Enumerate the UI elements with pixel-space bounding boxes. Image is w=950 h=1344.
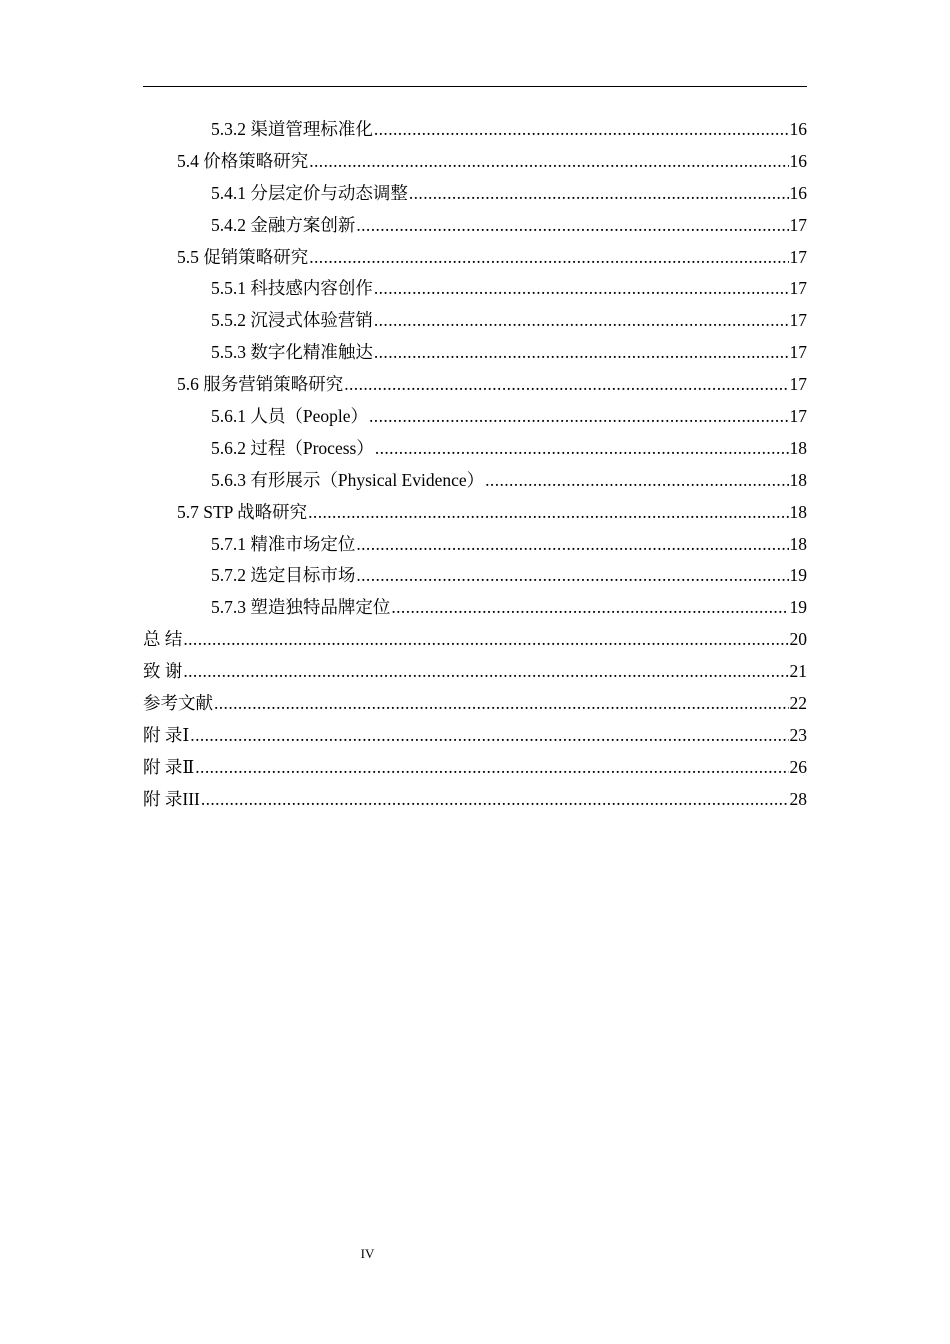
dot-leader [190,720,788,752]
header-rule [143,86,807,87]
toc-entry-title: 附 录Ⅰ [143,724,190,745]
toc-entry-page: 17 [789,342,807,363]
toc-entry-title: 5.7.3 塑造独特品牌定位 [211,597,391,618]
dot-leader [374,114,789,146]
toc-entry-title: 附 录Ⅱ [143,756,195,777]
toc-entry-page: 21 [789,661,807,682]
toc-entry-page: 17 [789,406,807,427]
toc-entry-title: 5.7 STP 战略研究 [177,501,308,522]
toc-entry-title: 5.5.2 沉浸式体验营销 [211,310,373,331]
dot-leader [309,146,788,178]
dot-leader [183,624,788,656]
toc-entry-page: 17 [789,246,807,267]
toc-entry-title: 5.7.2 选定目标市场 [211,565,356,586]
toc-entry[interactable] [143,178,807,210]
toc-entry-title: 5.6 服务营销策略研究 [177,374,344,395]
dot-leader [485,465,788,497]
toc-entry-page: 18 [789,501,807,522]
toc-entry-title: 5.4.2 金融方案创新 [211,214,356,235]
toc-entry-title: 参考文献 [143,693,213,714]
toc-entry-title: 5.4 价格策略研究 [177,150,309,171]
dot-leader [183,656,788,688]
dot-leader [356,560,788,592]
toc-entry-page: 18 [789,533,807,554]
toc-entry-page: 20 [789,629,807,650]
toc-entry[interactable] [143,146,807,178]
dot-leader [369,401,788,433]
toc-entry-page: 26 [789,756,807,777]
toc-entry-title: 5.5.1 科技感内容创作 [211,278,373,299]
toc-entry-title: 5.6.1 人员（People） [211,406,369,427]
toc-entry[interactable] [143,784,807,816]
dot-leader [214,688,789,720]
dot-leader [356,529,788,561]
toc-entry-title: 总 结 [143,629,183,650]
toc-entry[interactable] [143,242,807,274]
toc-entry-page: 17 [789,278,807,299]
toc-entry-page: 16 [789,150,807,171]
toc-entry[interactable] [143,529,807,561]
toc-entry[interactable] [143,114,807,146]
toc-entry[interactable] [143,337,807,369]
toc-entry-page: 28 [789,788,807,809]
toc-entry-page: 16 [789,182,807,203]
toc-entry[interactable] [143,592,807,624]
toc-entry[interactable] [143,273,807,305]
toc-entry[interactable] [143,560,807,592]
page-number: IV [360,1246,375,1261]
toc-entry-title: 5.6.2 过程（Process） [211,437,374,458]
toc-entry-title: 5.3.2 渠道管理标准化 [211,119,373,139]
toc-entry-page: 18 [789,437,807,458]
toc-entry-page: 19 [789,597,807,618]
dot-leader [409,178,789,210]
toc-entry[interactable] [143,210,807,242]
toc-entry-title: 附 录III [143,788,200,809]
toc-entry[interactable] [143,401,807,433]
toc-entry[interactable] [143,497,807,529]
toc-entry[interactable] [143,720,807,752]
dot-leader [344,369,788,401]
toc-entry-page: 17 [789,374,807,395]
toc-entry-page: 18 [789,469,807,490]
toc-entry-page: 19 [789,565,807,586]
toc-entry[interactable] [143,752,807,784]
toc-entry[interactable] [143,305,807,337]
dot-leader [201,784,789,816]
toc-entry-page: 17 [789,310,807,331]
toc-entry[interactable] [143,465,807,497]
toc-entry[interactable] [143,369,807,401]
dot-leader [374,337,789,369]
toc-entry[interactable] [143,624,807,656]
toc-entry-page: 17 [789,214,807,235]
toc-entry-title: 5.5.3 数字化精准触达 [211,342,373,363]
toc-entry[interactable] [143,656,807,688]
dot-leader [374,273,789,305]
toc-entry-title: 5.7.1 精准市场定位 [211,533,356,554]
dot-leader [356,210,788,242]
toc-entry-page: 16 [789,119,807,139]
toc-entry-title: 5.5 促销策略研究 [177,246,309,267]
dot-leader [375,433,789,465]
dot-leader [374,305,789,337]
table-of-contents [143,114,807,816]
toc-entry-title: 致 谢 [143,661,183,682]
toc-entry[interactable] [143,433,807,465]
toc-entry-title: 5.4.1 分层定价与动态调整 [211,182,408,203]
toc-entry-page: 22 [789,693,807,714]
dot-leader [309,242,788,274]
toc-entry[interactable] [143,688,807,720]
toc-entry-title: 5.6.3 有形展示（Physical Evidence） [211,469,485,490]
toc-entry-page: 23 [789,724,807,745]
dot-leader [308,497,788,529]
dot-leader [391,592,788,624]
dot-leader [195,752,788,784]
